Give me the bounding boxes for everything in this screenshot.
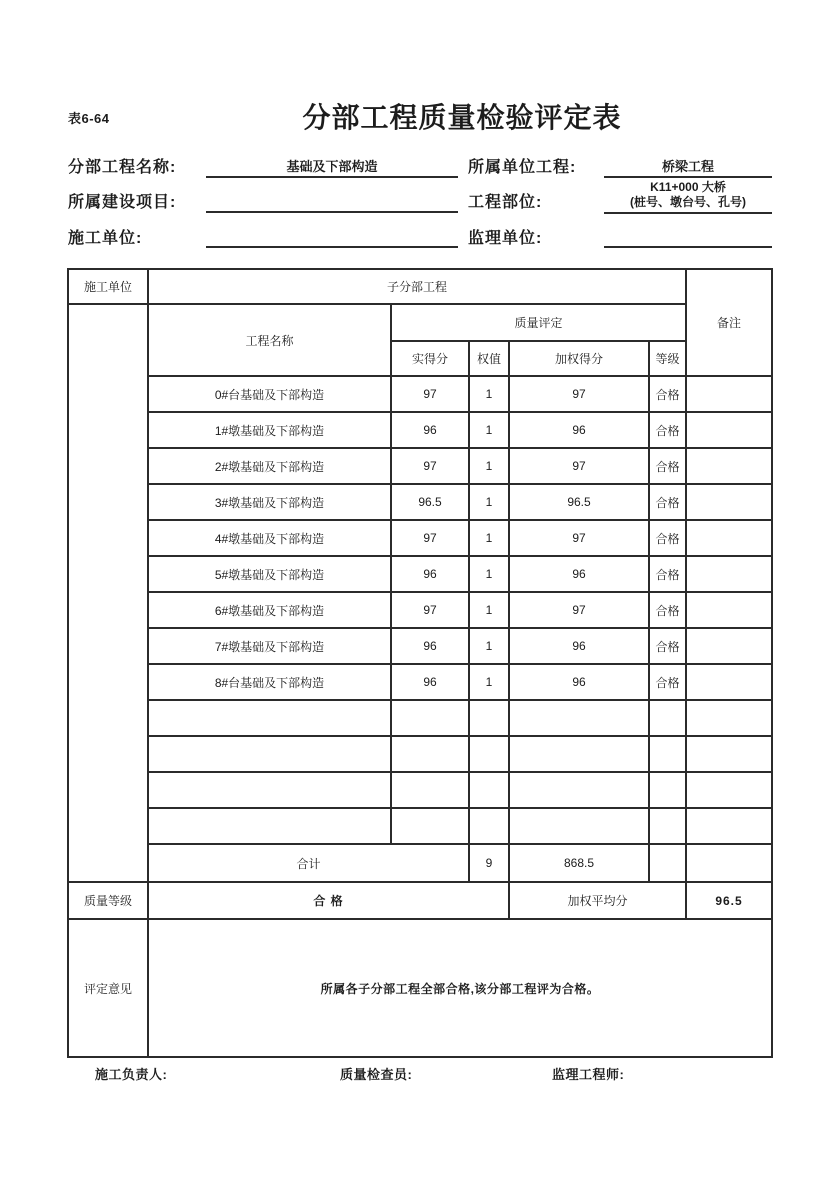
- cell-grade: 合格: [649, 412, 686, 448]
- footer-supervisor-label: 监理工程师:: [552, 1067, 625, 1082]
- cell-weighted-score: 97: [509, 448, 649, 484]
- cell-actual-score: 96.5: [391, 484, 469, 520]
- cell-weight: [469, 808, 509, 844]
- total-remark: [686, 844, 772, 882]
- weighted-average-label: 加权平均分: [509, 882, 686, 919]
- cell-grade: [649, 700, 686, 736]
- cell-weight: 1: [469, 520, 509, 556]
- footer-builder-label: 施工负责人:: [95, 1067, 168, 1082]
- cell-project-name: 1#墩基础及下部构造: [148, 412, 391, 448]
- cell-project-name: [148, 736, 391, 772]
- supervision-unit-value: [604, 222, 772, 248]
- header-weight: 权值: [469, 341, 509, 376]
- evaluation-label: 评定意见: [68, 919, 148, 1057]
- cell-grade: [649, 808, 686, 844]
- parent-unit-project-label: 所属单位工程:: [468, 159, 577, 176]
- cell-grade: 合格: [649, 520, 686, 556]
- cell-grade: 合格: [649, 664, 686, 700]
- table-row: [68, 412, 772, 448]
- cell-weighted-score: [509, 772, 649, 808]
- cell-actual-score: 97: [391, 592, 469, 628]
- cell-remark: [686, 664, 772, 700]
- subproject-name-label: 分部工程名称:: [68, 159, 177, 176]
- cell-remark: [686, 736, 772, 772]
- cell-weighted-score: [509, 736, 649, 772]
- quality-grade-row: [68, 882, 772, 919]
- table-row-empty: [68, 772, 772, 808]
- cell-weighted-score: 97: [509, 376, 649, 412]
- evaluation-row: [68, 919, 772, 1057]
- table-row: [68, 556, 772, 592]
- cell-grade: 合格: [649, 592, 686, 628]
- table-row: [68, 448, 772, 484]
- cell-project-name: 6#墩基础及下部构造: [148, 592, 391, 628]
- cell-weight: 1: [469, 412, 509, 448]
- cell-remark: [686, 556, 772, 592]
- header-sub-division: 子分部工程: [148, 269, 686, 304]
- construction-project-value: [206, 187, 458, 213]
- cell-grade: 合格: [649, 556, 686, 592]
- cell-grade: [649, 736, 686, 772]
- cell-remark: [686, 520, 772, 556]
- cell-project-name: [148, 700, 391, 736]
- cell-actual-score: [391, 808, 469, 844]
- total-label: 合计: [148, 844, 469, 882]
- cell-weight: 1: [469, 376, 509, 412]
- construction-unit-label: 施工单位:: [68, 230, 143, 247]
- construction-unit-column-cell: [68, 304, 148, 882]
- cell-weighted-score: 97: [509, 520, 649, 556]
- cell-weighted-score: [509, 700, 649, 736]
- cell-project-name: 7#墩基础及下部构造: [148, 628, 391, 664]
- cell-project-name: [148, 772, 391, 808]
- cell-weight: 1: [469, 448, 509, 484]
- cell-actual-score: [391, 772, 469, 808]
- construction-unit-value: [206, 222, 458, 248]
- cell-weight: 1: [469, 628, 509, 664]
- cell-actual-score: 97: [391, 520, 469, 556]
- cell-weighted-score: 96: [509, 628, 649, 664]
- cell-project-name: 8#台基础及下部构造: [148, 664, 391, 700]
- table-row-empty: [68, 700, 772, 736]
- project-part-label: 工程部位:: [468, 194, 543, 211]
- cell-weight: [469, 772, 509, 808]
- table-row: [68, 520, 772, 556]
- cell-weight: 1: [469, 664, 509, 700]
- cell-weighted-score: 96: [509, 556, 649, 592]
- cell-remark: [686, 412, 772, 448]
- cell-remark: [686, 484, 772, 520]
- total-grade: [649, 844, 686, 882]
- cell-weight: 1: [469, 484, 509, 520]
- cell-weight: 1: [469, 592, 509, 628]
- cell-grade: 合格: [649, 448, 686, 484]
- supervision-unit-label: 监理单位:: [468, 230, 543, 247]
- table-row: [68, 664, 772, 700]
- weighted-average-value: 96.5: [686, 882, 772, 919]
- evaluation-table: [67, 268, 773, 1058]
- cell-weighted-score: [509, 808, 649, 844]
- cell-grade: [649, 772, 686, 808]
- header-construction-unit: 施工单位: [68, 269, 148, 304]
- cell-remark: [686, 592, 772, 628]
- cell-weighted-score: 96: [509, 412, 649, 448]
- cell-weighted-score: 96: [509, 664, 649, 700]
- table-row: [68, 592, 772, 628]
- cell-actual-score: 96: [391, 664, 469, 700]
- cell-weight: [469, 700, 509, 736]
- cell-remark: [686, 448, 772, 484]
- table-row: [68, 628, 772, 664]
- header-quality-eval: 质量评定: [391, 304, 686, 341]
- cell-weighted-score: 96.5: [509, 484, 649, 520]
- cell-project-name: 5#墩基础及下部构造: [148, 556, 391, 592]
- cell-remark: [686, 772, 772, 808]
- total-weight-sum: 9: [469, 844, 509, 882]
- cell-actual-score: 96: [391, 556, 469, 592]
- cell-weighted-score: 97: [509, 592, 649, 628]
- header-grade: 等级: [649, 341, 686, 376]
- cell-actual-score: [391, 700, 469, 736]
- cell-project-name: 4#墩基础及下部构造: [148, 520, 391, 556]
- header-weighted-score: 加权得分: [509, 341, 649, 376]
- table-row-empty: [68, 736, 772, 772]
- header-remark: 备注: [686, 269, 772, 376]
- form-code: 表6-64: [68, 111, 110, 126]
- project-part-value: K11+000 大桥 (桩号、墩台号、孔号): [604, 180, 772, 214]
- cell-remark: [686, 628, 772, 664]
- cell-weight: [469, 736, 509, 772]
- cell-remark: [686, 700, 772, 736]
- page-title: 分部工程质量检验评定表: [302, 102, 622, 133]
- cell-grade: 合格: [649, 628, 686, 664]
- cell-actual-score: 97: [391, 376, 469, 412]
- evaluation-content: 所属各子分部工程全部合格,该分部工程评为合格。: [148, 919, 772, 1057]
- cell-project-name: [148, 808, 391, 844]
- cell-remark: [686, 376, 772, 412]
- total-row: [68, 844, 772, 882]
- quality-grade-label: 质量等级: [68, 882, 148, 919]
- total-weighted-sum: 868.5: [509, 844, 649, 882]
- table-row: [68, 376, 772, 412]
- cell-remark: [686, 808, 772, 844]
- cell-project-name: 2#墩基础及下部构造: [148, 448, 391, 484]
- cell-actual-score: 96: [391, 628, 469, 664]
- header-actual-score: 实得分: [391, 341, 469, 376]
- table-row-empty: [68, 808, 772, 844]
- table-row: [68, 484, 772, 520]
- cell-actual-score: 96: [391, 412, 469, 448]
- quality-grade-value: 合 格: [148, 882, 509, 919]
- cell-actual-score: 97: [391, 448, 469, 484]
- header-project-name: 工程名称: [148, 304, 391, 376]
- cell-actual-score: [391, 736, 469, 772]
- cell-grade: 合格: [649, 376, 686, 412]
- construction-project-label: 所属建设项目:: [68, 194, 177, 211]
- cell-weight: 1: [469, 556, 509, 592]
- cell-grade: 合格: [649, 484, 686, 520]
- parent-unit-project-value: 桥梁工程: [604, 152, 772, 178]
- subproject-name-value: 基础及下部构造: [206, 152, 458, 178]
- cell-project-name: 0#台基础及下部构造: [148, 376, 391, 412]
- footer-inspector-label: 质量检查员:: [340, 1067, 413, 1082]
- cell-project-name: 3#墩基础及下部构造: [148, 484, 391, 520]
